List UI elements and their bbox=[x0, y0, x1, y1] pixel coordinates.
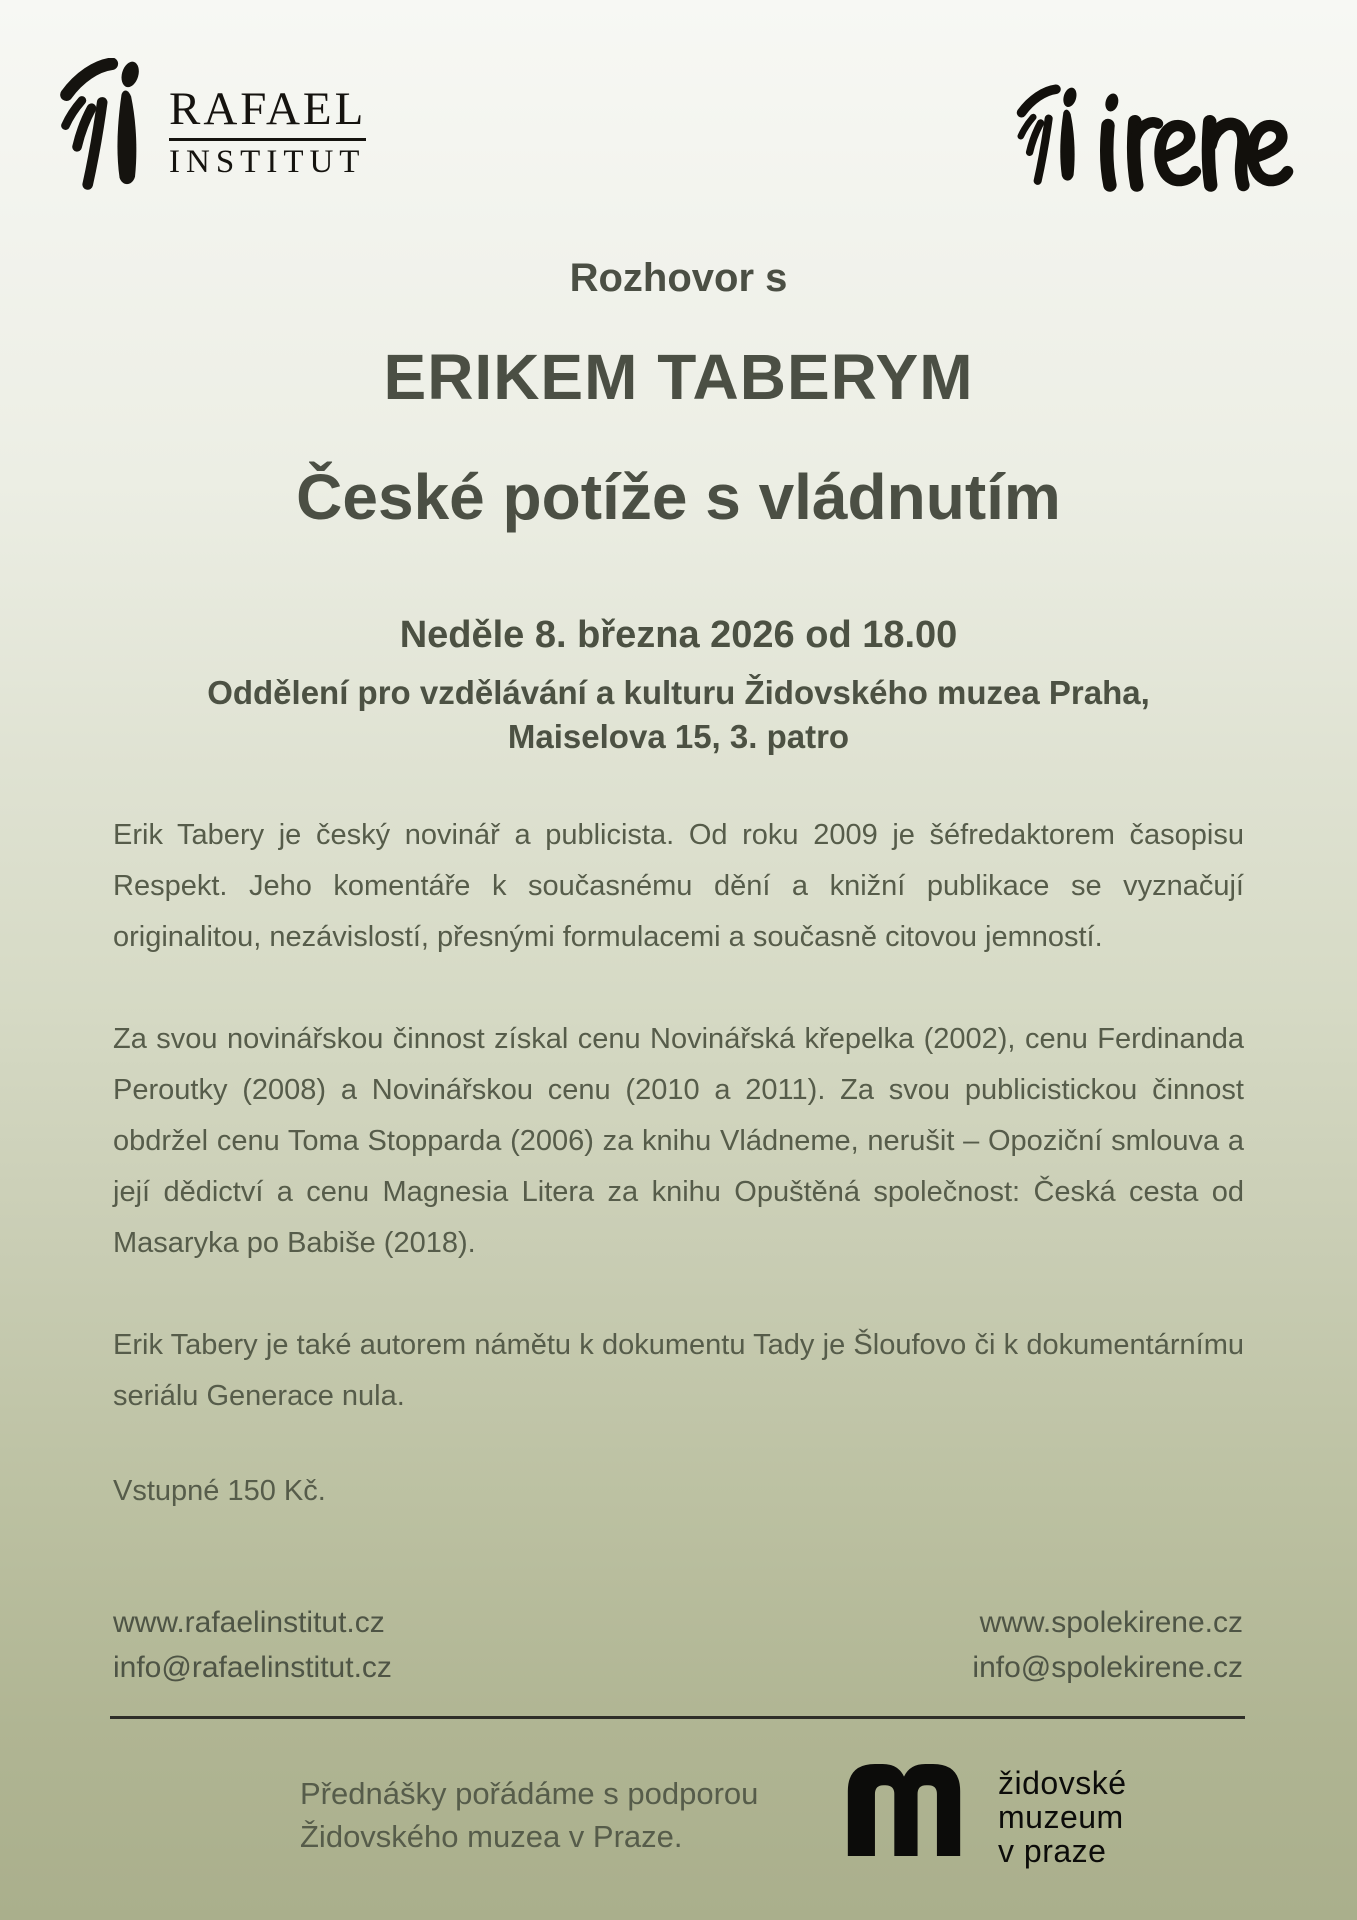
rafael-email-link[interactable]: info@rafaelinstitut.cz bbox=[113, 1651, 392, 1684]
museum-logo-line1: židovské bbox=[998, 1765, 1127, 1801]
irene-logo bbox=[1012, 66, 1300, 210]
footer-divider bbox=[110, 1716, 1245, 1719]
support-note-line2: Židovského muzea v Praze. bbox=[300, 1819, 683, 1854]
support-note bbox=[300, 1772, 758, 1858]
bio-paragraph-2: Za svou novinářskou činnost získal cenu Novinářská křepelka (2002), cenu Ferdinanda Peroutky (2008) a Novinářskou cenu (2010 a 2011). Za svou publicistickou činnost obdržel cenu Toma Stopparda (2006) za knihu Vládneme, nerušit – Opoziční smlouva a její dědictví a cenu Magnesia Litera za knihu Opuštěná společnost: Česká cesta od Masaryka po Babiše (2018). bbox=[113, 1023, 1244, 1259]
jewish-museum-logo bbox=[842, 1764, 1127, 1868]
museum-logo-line3: v praze bbox=[998, 1833, 1107, 1869]
irene-contacts bbox=[972, 1600, 1243, 1690]
irene-email-link[interactable]: info@spolekirene.cz bbox=[972, 1651, 1243, 1684]
admission-price: Vstupné 150 Kč. bbox=[113, 1475, 326, 1507]
rafael-logo-text bbox=[169, 83, 367, 180]
event-kicker: Rozhovor s bbox=[569, 256, 788, 300]
bio-paragraph-1: Erik Tabery je český novinář a publicista. Od roku 2009 je šéfredaktorem časopisu Respekt. Jeho komentáře k současnému dění a knižní publikace se vyznačují originalitou, nezávislostí, přesnými formulacemi a současně citovou jemností. bbox=[113, 819, 1244, 953]
rafael-logo-line2: INSTITUT bbox=[169, 144, 366, 180]
event-venue-line1: Oddělení pro vzdělávání a kulturu Židovského muzea Praha, bbox=[207, 674, 1150, 711]
rafael-website-link[interactable]: www.rafaelinstitut.cz bbox=[113, 1606, 385, 1639]
irene-website-link[interactable]: www.spolekirene.cz bbox=[979, 1606, 1243, 1639]
support-note-line1: Přednášky pořádáme s podporou bbox=[300, 1776, 759, 1811]
rafael-figure-icon bbox=[53, 58, 161, 198]
event-title: České potíže s vládnutím bbox=[296, 461, 1061, 533]
bio-paragraph-3: Erik Tabery je také autorem námětu k dokumentu Tady je Šloufovo či k dokumentárnímu seriálu Generace nula. bbox=[113, 1329, 1244, 1412]
irene-logo-label bbox=[0, 0, 1, 1]
museum-m-icon bbox=[842, 1764, 966, 1856]
event-speaker-name: ERIKEM TABERYM bbox=[383, 341, 974, 413]
museum-logo-line2: muzeum bbox=[998, 1799, 1124, 1835]
rafael-contacts bbox=[113, 1600, 392, 1690]
rafael-institut-logo bbox=[53, 58, 366, 198]
event-venue-line2: Maiselova 15, 3. patro bbox=[507, 718, 850, 755]
rafael-logo-line1: RAFAEL bbox=[169, 86, 366, 141]
event-datetime: Neděle 8. března 2026 od 18.00 bbox=[399, 614, 958, 656]
museum-logo-text bbox=[998, 1766, 1127, 1868]
